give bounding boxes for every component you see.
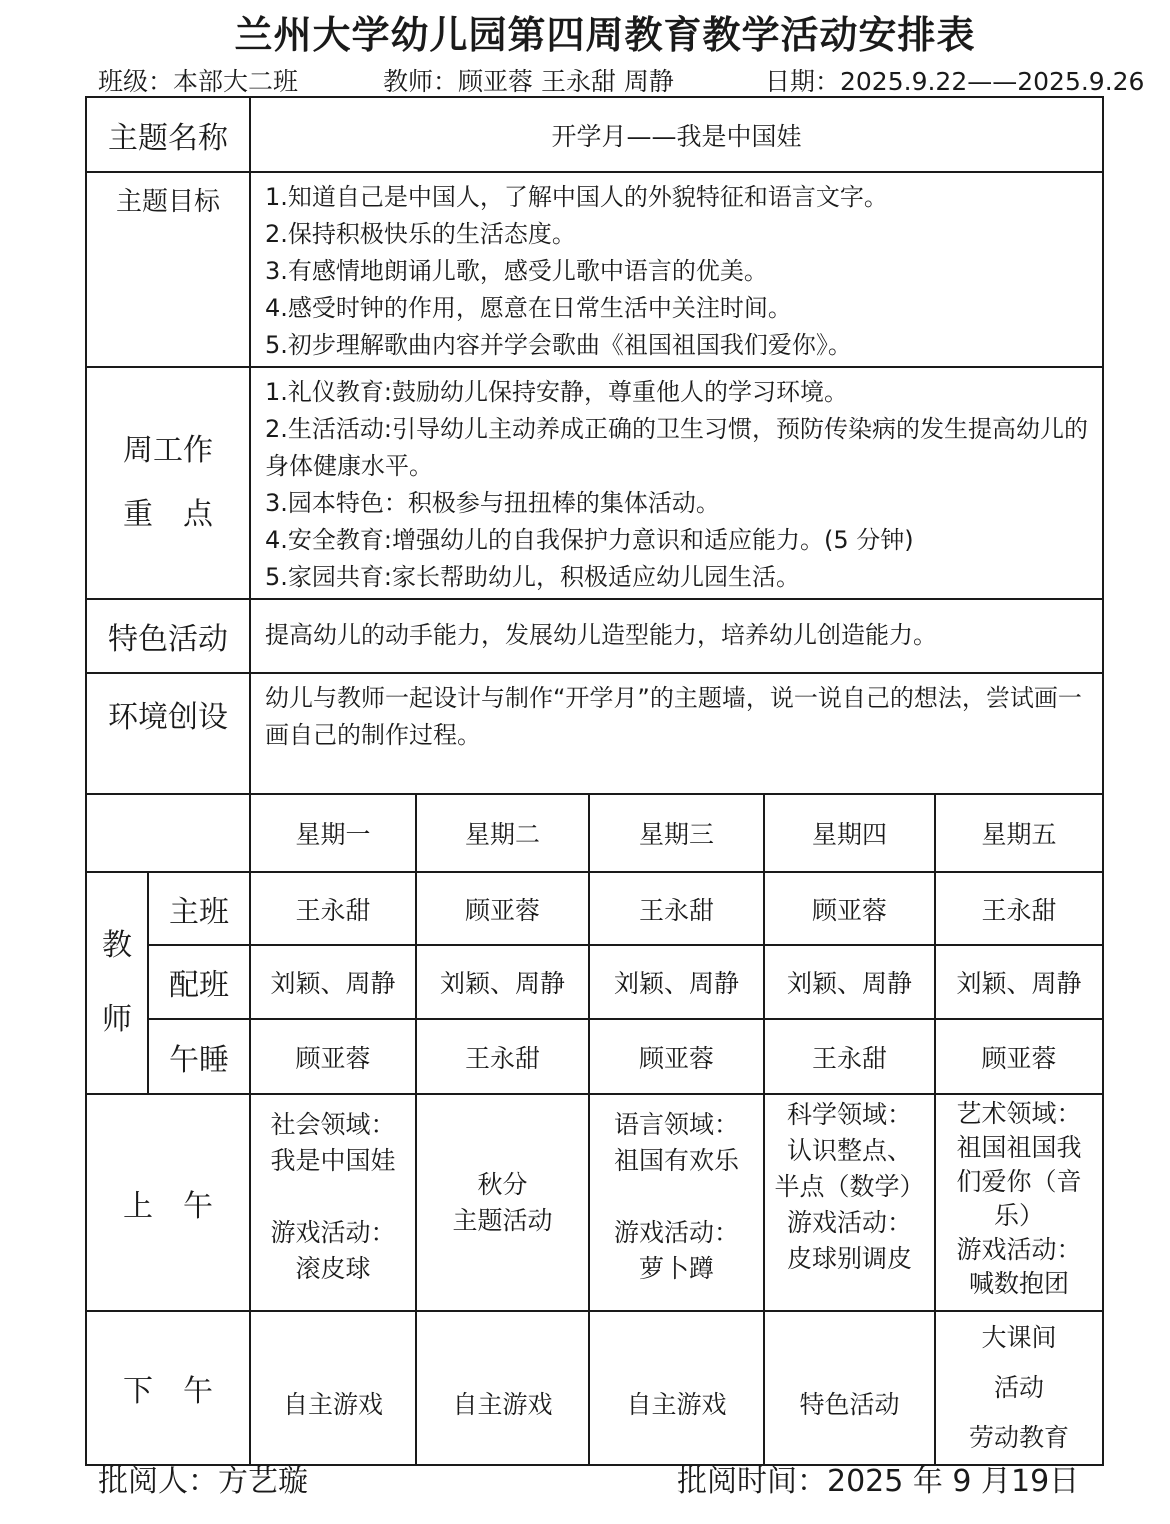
goal-item: 4.感受时钟的作用，愿意在日常生活中关注时间。	[265, 294, 792, 322]
morning-cell-wed	[589, 1094, 764, 1311]
activity-line: 游戏活动：	[613, 1218, 739, 1247]
weekly-focus-items	[250, 367, 1103, 599]
theme-goals	[250, 172, 1103, 367]
day-header: 星期二	[416, 794, 589, 872]
activity-line: 活动	[994, 1373, 1045, 1402]
feature-label: 特色活动	[86, 599, 250, 673]
activity-line: 祖国有欢乐	[613, 1146, 739, 1175]
nap-teacher-cell: 顾亚蓉	[935, 1019, 1103, 1094]
activity-line: 们爱你（音	[956, 1167, 1082, 1196]
activity-line: 社会领域：	[270, 1110, 396, 1139]
activity-line: 科学领域：	[786, 1100, 912, 1129]
afternoon-cell-fri	[935, 1311, 1103, 1465]
main-teacher-cell: 王永甜	[589, 872, 764, 945]
main-teacher-cell: 王永甜	[250, 872, 416, 945]
activity-line	[251, 1179, 415, 1215]
activity-line	[590, 1179, 763, 1215]
activity-line: 大课间	[981, 1323, 1057, 1352]
theme-name-value: 开学月——我是中国娃	[250, 97, 1103, 172]
goal-item: 1.知道自己是中国人，了解中国人的外貌特征和语言文字。	[265, 183, 888, 211]
morning-cell-mon	[250, 1094, 416, 1311]
weekly-item: 5.家园共育:家长帮助幼儿，积极适应幼儿园生活。	[265, 563, 800, 591]
activity-line: 半点（数学）	[774, 1172, 925, 1201]
activity-line: 认识整点、	[786, 1136, 912, 1165]
afternoon-cell-wed: 自主游戏	[589, 1311, 764, 1465]
assist-teacher-cell: 刘颖、周静	[935, 945, 1103, 1019]
reviewer: 批阅人：方艺璇	[98, 1464, 308, 1499]
morning-cell-tue	[416, 1094, 589, 1311]
teacher-group-label-2: 师	[102, 1002, 132, 1037]
afternoon-cell-tue: 自主游戏	[416, 1311, 589, 1465]
review-time: 批阅时间：2025 年 9 月19日	[677, 1464, 1080, 1499]
nap-teacher-cell: 王永甜	[416, 1019, 589, 1094]
theme-name-label: 主题名称	[86, 97, 250, 172]
morning-label: 上 午	[86, 1094, 250, 1311]
morning-cell-fri	[935, 1094, 1103, 1311]
date-info: 日期：2025.9.22——2025.9.26	[765, 67, 1145, 96]
assist-teacher-cell: 刘颖、周静	[764, 945, 935, 1019]
weekly-item: 3.园本特色：积极参与扭扭棒的集体活动。	[265, 489, 720, 517]
corner-cell	[86, 794, 250, 872]
environment-value: 幼儿与教师一起设计与制作“开学月”的主题墙，说一说自己的想法，尝试画一画自己的制作过程。	[250, 673, 1103, 794]
activity-line: 乐）	[994, 1201, 1045, 1230]
activity-line: 主题活动	[452, 1205, 553, 1235]
activity-line: 游戏活动：	[270, 1218, 396, 1247]
nap-teacher-label: 午睡	[148, 1019, 250, 1094]
morning-cell-thu	[764, 1094, 935, 1311]
nap-teacher-cell: 王永甜	[764, 1019, 935, 1094]
activity-line: 秋分	[477, 1169, 528, 1199]
main-teacher-label: 主班	[148, 872, 250, 945]
activity-line: 游戏活动：	[956, 1235, 1082, 1264]
weekly-focus-label-line1: 周工作	[123, 433, 213, 468]
activity-line: 滚皮球	[295, 1254, 371, 1283]
day-header: 星期五	[935, 794, 1103, 872]
class-info: 班级：本部大二班	[98, 67, 299, 96]
main-teacher-cell: 王永甜	[935, 872, 1103, 945]
assist-teacher-label: 配班	[148, 945, 250, 1019]
day-header: 星期一	[250, 794, 416, 872]
assist-teacher-cell: 刘颖、周静	[416, 945, 589, 1019]
environment-label: 环境创设	[86, 673, 250, 794]
schedule-table	[85, 96, 1104, 1466]
theme-goal-label: 主题目标	[86, 172, 250, 367]
day-header: 星期三	[589, 794, 764, 872]
nap-teacher-cell: 顾亚蓉	[589, 1019, 764, 1094]
teacher-group-label-1: 教	[102, 928, 132, 963]
activity-line: 喊数抱团	[969, 1269, 1070, 1298]
main-teacher-cell: 顾亚蓉	[764, 872, 935, 945]
goal-item: 5.初步理解歌曲内容并学会歌曲《祖国祖国我们爱你》。	[265, 331, 852, 359]
activity-line: 语言领域：	[613, 1110, 739, 1139]
activity-line: 皮球别调皮	[786, 1244, 912, 1273]
assist-teacher-cell: 刘颖、周静	[589, 945, 764, 1019]
main-teacher-cell: 顾亚蓉	[416, 872, 589, 945]
nap-teacher-cell: 顾亚蓉	[250, 1019, 416, 1094]
activity-line: 萝卜蹲	[638, 1254, 714, 1283]
activity-line: 祖国祖国我	[956, 1133, 1082, 1162]
weekly-focus-label-line2: 重 点	[123, 497, 213, 532]
teachers-info: 教师：顾亚蓉 王永甜 周静	[383, 67, 674, 96]
feature-value: 提高幼儿的动手能力，发展幼儿造型能力，培养幼儿创造能力。	[250, 599, 1103, 673]
weekly-item: 2.生活活动:引导幼儿主动养成正确的卫生习惯，预防传染病的发生提高幼儿的身体健康水平。	[265, 415, 1088, 480]
day-header: 星期四	[764, 794, 935, 872]
activity-line: 游戏活动：	[786, 1208, 912, 1237]
activity-line: 艺术领域：	[956, 1099, 1082, 1128]
afternoon-label: 下 午	[86, 1311, 250, 1465]
weekly-item: 1.礼仪教育:鼓励幼儿保持安静，尊重他人的学习环境。	[265, 378, 848, 406]
goal-item: 2.保持积极快乐的生活态度。	[265, 220, 576, 248]
teacher-group-label	[86, 872, 148, 1094]
weekly-item: 4.安全教育:增强幼儿的自我保护力意识和适应能力。(5 分钟)	[265, 526, 914, 554]
activity-line: 劳动教育	[969, 1423, 1070, 1452]
afternoon-cell-mon: 自主游戏	[250, 1311, 416, 1465]
assist-teacher-cell: 刘颖、周静	[250, 945, 416, 1019]
page-title: 兰州大学幼儿园第四周教育教学活动安排表	[234, 13, 976, 57]
goal-item: 3.有感情地朗诵儿歌，感受儿歌中语言的优美。	[265, 257, 768, 285]
weekly-focus-label	[86, 367, 250, 599]
afternoon-cell-thu: 特色活动	[764, 1311, 935, 1465]
activity-line: 我是中国娃	[270, 1146, 396, 1175]
